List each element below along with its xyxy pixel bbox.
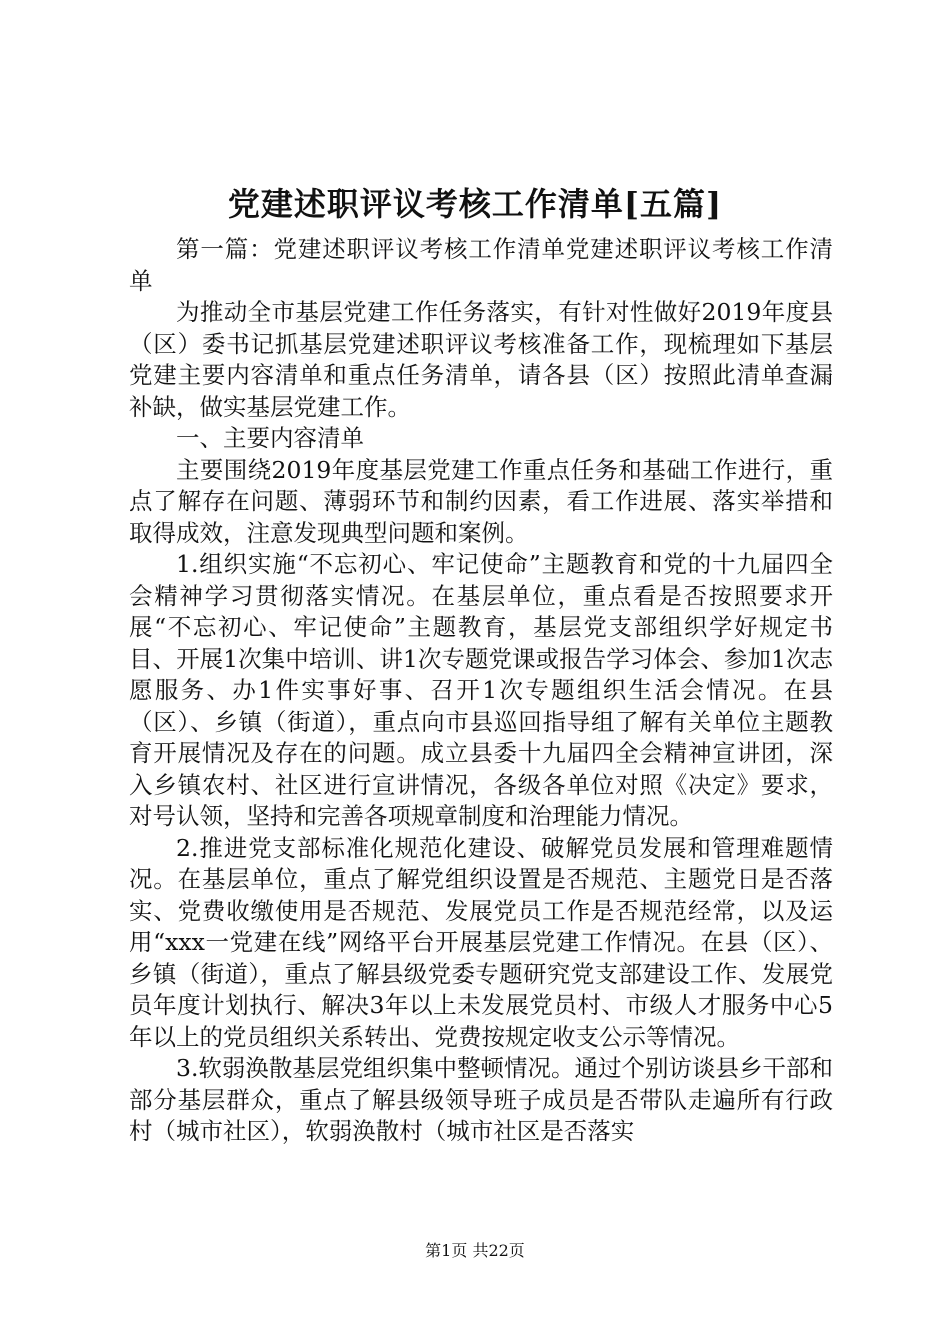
- page-footer: 第1页 共22页: [425, 1241, 525, 1260]
- document-body: [129, 234, 833, 1148]
- paragraph: 3.软弱涣散基层党组织集中整顿情况。通过个别访谈县乡干部和部分基层群众，重点了解县级领导班子成员是否带队走遍所有行政村（城市社区），软弱涣散村（城市社区是否落实: [129, 1054, 833, 1145]
- paragraph: 第一篇：党建述职评议考核工作清单党建述职评议考核工作清单: [129, 235, 833, 295]
- paragraph: 为推动全市基层党建工作任务落实，有针对性做好2019年度县（区）委书记抓基层党建述职评议考核准备工作，现梳理如下基层党建主要内容清单和重点任务清单，请各县（区）按照此清单查漏补缺，做实基层党建工作。: [129, 298, 833, 421]
- section-heading: 一、主要内容清单: [176, 424, 364, 452]
- paragraph: 主要围绕2019年度基层党建工作重点任务和基础工作进行，重点了解存在问题、薄弱环节和制约因素，看工作进展、落实举措和取得成效，注意发现典型问题和案例。: [129, 455, 833, 547]
- paragraph: 2.推进党支部标准化规范化建设、破解党员发展和管理难题情况。在基层单位，重点了解党组织设置是否规范、主题党日是否落实、党费收缴使用是否规范、发展党员工作是否规范经常，以及运用“xxx一党建在线”网络平台开展基层党建工作情况。在县（区）、乡镇（街道），重点了解县级党委专题研究党支部建设工作、发展党员年度计划执行、解决3年以上未发展党员村、市级人才服务中心5年以上的党员组织关系转出、党费按规定收支公示等情况。: [129, 833, 833, 1051]
- paragraph: 1.组织实施“不忘初心、牢记使命”主题教育和党的十九届四全会精神学习贯彻落实情况。在基层单位，重点看是否按照要求开展“不忘初心、牢记使命”主题教育，基层党支部组织学好规定书目、开展1次集中培训、讲1次专题党课或报告学习体会、参加1次志愿服务、办1件实事好事、召开1次专题组织生活会情况。在县（区）、乡镇（街道），重点向市县巡回指导组了解有关单位主题教育开展情况及存在的问题。成立县委十九届四全会精神宣讲团，深入乡镇农村、社区进行宣讲情况，各级各单位对照《决定》要求，对号认领，坚持和完善各项规章制度和治理能力情况。: [129, 550, 833, 830]
- document-title: 党建述职评议考核工作清单[五篇]: [227, 185, 723, 223]
